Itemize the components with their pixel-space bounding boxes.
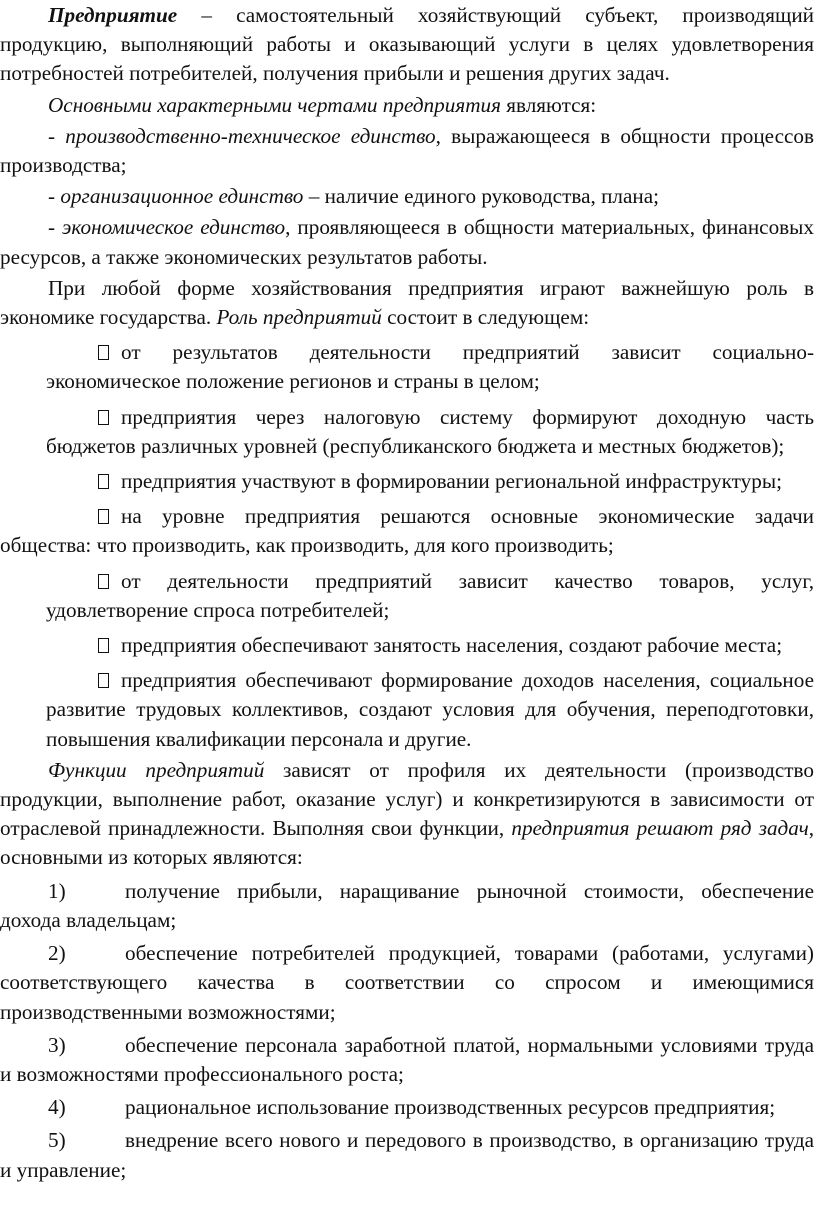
task-text: обеспечение персонала заработной платой, нормальными условиями труда и возможностями профессионального роста; [0, 1032, 814, 1086]
checkbox-bullet-icon [98, 509, 109, 524]
task-text: внедрение всего нового и передового в производство, в организацию труда и управление; [0, 1128, 814, 1182]
task-text: получение прибыли, наращивание рыночной стоимости, обеспечение дохода владельцам; [0, 878, 814, 932]
feature-italic: производственно-техническое единство [65, 123, 436, 148]
definition-term: Предприятие [48, 3, 178, 27]
task-item [0, 939, 814, 1027]
checkbox-bullet-icon [98, 410, 109, 425]
role-item [0, 631, 814, 660]
task-number: 3) [48, 1032, 66, 1057]
feature-item [0, 122, 814, 180]
role-item [0, 567, 814, 625]
role-item [0, 467, 814, 496]
role-text: от результатов деятельности предприятий зависит социально-экономическое положение регионов и страны в целом; [46, 340, 814, 394]
checkbox-bullet-icon [98, 673, 109, 688]
features-intro-text: являются: [500, 92, 597, 117]
checkbox-bullet-icon [98, 345, 109, 360]
role-text: от деятельности предприятий зависит качество товаров, услуг, удовлетворение спроса потребителей; [46, 568, 814, 622]
role-text: предприятия обеспечивают формирование доходов населения, социальное развитие трудовых коллективов, создают условия для обучения, переподготовки, повышения квалификации персонала и другие. [46, 668, 814, 751]
features-intro [0, 91, 814, 120]
feature-text: – наличие единого руководства, плана; [303, 184, 660, 209]
task-number: 4) [48, 1095, 66, 1120]
feature-dash: - [48, 123, 66, 148]
role-intro-text: При любой форме хозяйствования предприятия играют важнейшую роль в экономике государства. [0, 275, 814, 330]
feature-italic: экономическое единство [62, 215, 286, 240]
checkbox-bullet-icon [98, 574, 109, 589]
checkbox-bullet-icon [98, 638, 109, 653]
functions-paragraph [0, 756, 814, 873]
role-text: предприятия через налоговую систему формируют доходную часть бюджетов различных уровней (республиканского бюджета и местных бюджетов); [46, 404, 814, 458]
checkbox-bullet-icon [98, 474, 109, 489]
role-intro [0, 274, 814, 332]
functions-italic-2: предприятия решают ряд задач [511, 816, 809, 841]
task-number: 5) [48, 1128, 66, 1153]
role-intro-italic: Роль предприятий [216, 305, 382, 330]
role-item [0, 403, 814, 461]
functions-text-end: , основными из которых являются: [0, 816, 814, 870]
task-text: обеспечение потребителей продукцией, товарами (работами, услугами) соответствующего качества в соответствии со спросом и имеющимися производственными возможностями; [0, 941, 814, 1024]
functions-text: зависят от профиля их деятельности (производство продукции, выполнение работ, оказание услуг) и конкретизируются в зависимости от отраслевой принадлежности. Выполняя свои функции, [0, 757, 815, 841]
role-item [0, 502, 814, 560]
task-number: 1) [48, 878, 66, 903]
task-text: рациональное использование производственных ресурсов предприятия; [125, 1095, 776, 1120]
role-item [0, 666, 814, 754]
definition-paragraph [0, 1, 814, 89]
role-text: на уровне предприятия решаются основные экономические задачи общества: что производить, как производить, для кого производить; [0, 504, 814, 558]
feature-dash: - [48, 215, 63, 240]
feature-text: , проявляющееся в общности материальных, финансовых ресурсов, а также экономических результатов работы. [0, 215, 815, 269]
task-item [0, 877, 814, 935]
task-number: 2) [48, 941, 66, 966]
task-item [0, 1031, 814, 1089]
role-text: предприятия обеспечивают занятость населения, создают рабочие места; [121, 633, 783, 658]
feature-dash: - [48, 184, 61, 209]
features-intro-italic: Основными характерными чертами предприятия [48, 92, 501, 117]
task-item [0, 1126, 814, 1184]
definition-text: – самостоятельный хозяйствующий субъект, производящий продукцию, выполняющий работы и оказывающий услуги в целях удовлетворения потребностей потребителей, получения прибыли и решения других задач. [0, 3, 814, 86]
functions-italic: Функции предприятий [48, 757, 265, 782]
feature-item [0, 213, 814, 271]
role-text: предприятия участвуют в формировании региональной инфраструктуры; [121, 469, 782, 494]
role-item [0, 338, 814, 396]
role-intro-text-end: состоит в следующем: [381, 305, 590, 330]
task-item [0, 1093, 814, 1122]
feature-italic: организационное единство [60, 184, 304, 209]
feature-text: , выражающееся в общности процессов производства; [0, 123, 814, 178]
feature-item [0, 182, 814, 211]
